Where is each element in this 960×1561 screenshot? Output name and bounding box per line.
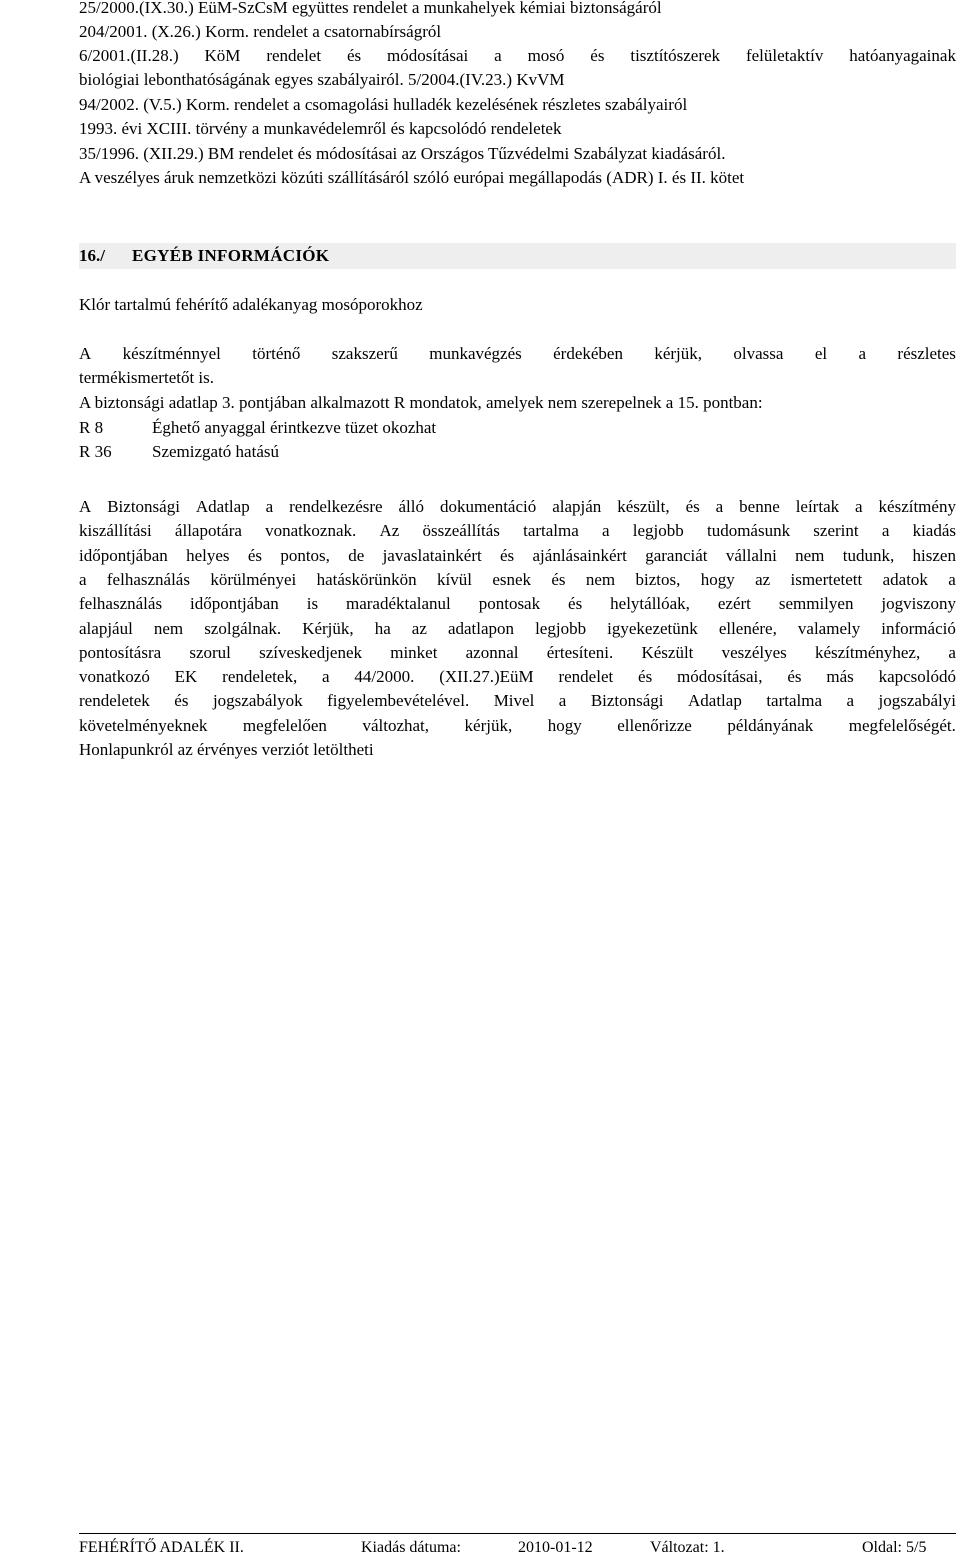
word: összeállítás — [422, 521, 500, 541]
word: az — [411, 618, 427, 638]
word: Biztonsági — [107, 497, 180, 516]
word: a — [322, 667, 330, 687]
word: vonatkozó — [79, 667, 150, 687]
word: ajánlásainkért — [532, 545, 627, 565]
footer-page-number: Oldal: 5/5 — [862, 1539, 927, 1556]
word: tisztítószerek — [630, 46, 721, 65]
word: ellenére, — [718, 618, 777, 638]
word: rendeletek — [79, 691, 150, 711]
word: A — [79, 344, 92, 363]
word: körülményei — [210, 569, 297, 589]
word: tudunk, — [842, 545, 895, 565]
word: hogy — [700, 569, 735, 589]
word: pontos, — [280, 545, 330, 565]
disclaimer-line — [79, 592, 956, 616]
word: szíveskedjenek — [259, 642, 363, 662]
word: olvassa — [733, 344, 784, 363]
word: Kérjük, — [302, 618, 354, 638]
legislation-line-4: biológiai lebonthatóságának egyes szabályairól. 5/2004.(IV.23.) KvVM — [79, 70, 565, 89]
word: tartalma — [523, 521, 579, 541]
word: vállalni — [725, 545, 777, 565]
word: 44/2000. — [354, 667, 415, 687]
word: időpontjában — [190, 594, 279, 614]
word: és — [638, 667, 653, 687]
word: rendelet — [266, 46, 322, 65]
word: megfelelőségét. — [848, 715, 956, 735]
footer-version: Változat: 1. — [650, 1539, 725, 1556]
word: Biztonsági — [590, 691, 664, 711]
word: benne — [739, 497, 780, 516]
word: Adatlap — [195, 497, 250, 516]
legislation-line-8: A veszélyes áruk nemzetközi közúti szállításáról szóló európai megállapodás (ADR) I. és II. kötet — [79, 168, 745, 187]
disclaimer-last-line: Honlapunkról az érvényes verziót letöltheti — [79, 740, 374, 759]
word: helytállóak, — [610, 594, 690, 614]
word: ha — [374, 618, 391, 638]
paragraph-1-line-2: termékismertetőt is. — [79, 368, 215, 387]
word: és — [174, 691, 189, 711]
word: szolgálnak. — [204, 618, 282, 638]
word: történő — [252, 344, 301, 363]
word: megfelelően — [242, 715, 327, 735]
r-phrase-code: R 8 — [79, 418, 104, 437]
word: legjobb — [632, 521, 684, 541]
word: felhasználás — [79, 594, 163, 614]
word: készült, — [617, 497, 670, 516]
word: legjobb — [535, 618, 587, 638]
word: hatóanyagainak — [849, 46, 956, 65]
section-title: EGYÉB INFORMÁCIÓK — [132, 246, 330, 265]
word: a — [948, 569, 956, 589]
word: készítménnyel — [122, 344, 221, 363]
word: és — [590, 46, 605, 65]
r-phrases-intro: A biztonsági adatlap 3. pontjában alkalmazott R mondatok, amelyek nem szerepelnek a 15. pontban: — [79, 393, 763, 412]
disclaimer-line — [79, 495, 956, 519]
disclaimer-line — [79, 568, 956, 592]
word: és — [247, 545, 262, 565]
word: biztos, — [635, 569, 681, 589]
word: a — [715, 497, 724, 516]
word: javaslatainkért — [382, 545, 482, 565]
word: helyes — [186, 545, 230, 565]
word: felhasználás — [106, 569, 190, 589]
word: EK — [174, 667, 198, 687]
word: kérjük, — [654, 344, 703, 363]
word: álló — [398, 497, 424, 516]
word: kiszállítási — [79, 521, 152, 541]
word: információ — [881, 618, 956, 638]
word: szerint — [813, 521, 859, 541]
word: is — [306, 594, 319, 614]
word: veszélyes — [721, 642, 787, 662]
word: módosításai, — [677, 667, 763, 687]
word: követelményeknek — [79, 715, 208, 735]
word: nem — [153, 618, 184, 638]
word: és — [500, 545, 515, 565]
word: semmilyen — [778, 594, 854, 614]
word: hogy — [547, 715, 582, 735]
word: 6/2001.(II.28.) — [79, 46, 179, 65]
word: érdekében — [553, 344, 623, 363]
word: nem — [585, 569, 616, 589]
paragraph-1-line-1 — [79, 342, 956, 366]
word: el — [814, 344, 828, 363]
word: pontosak — [478, 594, 541, 614]
word: az — [755, 569, 771, 589]
word: a — [265, 497, 274, 516]
word: dokumentáció — [439, 497, 537, 516]
disclaimer-line — [79, 641, 956, 665]
word: a — [558, 691, 567, 711]
word: ellenőrizze — [617, 715, 692, 735]
word: tartalma — [766, 691, 823, 711]
word: időpontjában — [79, 545, 168, 565]
word: jogszabályi — [878, 691, 956, 711]
word: pontosításra — [79, 642, 162, 662]
disclaimer-line — [79, 617, 956, 641]
word: és — [551, 569, 566, 589]
word: valamely — [797, 618, 861, 638]
word: és — [787, 667, 802, 687]
legislation-line-5: 94/2002. (V.5.) Korm. rendelet a csomagolási hulladék kezelésének részletes szabályairól — [79, 95, 688, 114]
legislation-line-2: 204/2001. (X.26.) Korm. rendelet a csatornabírságról — [79, 22, 442, 41]
word: maradéktalanul — [346, 594, 451, 614]
word: és — [568, 594, 583, 614]
word: mosó — [527, 46, 565, 65]
word: tudomásunk — [706, 521, 791, 541]
word: kiadás — [912, 521, 956, 541]
word: jogszabályok — [212, 691, 303, 711]
word: kérjük, — [464, 715, 513, 735]
word: kapcsolódó — [878, 667, 956, 687]
legislation-line-6: 1993. évi XCIII. törvény a munkavédelemről és kapcsolódó rendeletek — [79, 119, 562, 138]
word: szakszerű — [331, 344, 398, 363]
word: a — [602, 521, 610, 541]
word: alapján — [552, 497, 602, 516]
word: és — [685, 497, 700, 516]
word: de — [348, 545, 365, 565]
word: más — [826, 667, 854, 687]
r-phrase-text: Szemizgató hatású — [152, 442, 279, 461]
word: jogviszony — [881, 594, 956, 614]
word: adatlapon — [447, 618, 515, 638]
disclaimer-line — [79, 714, 956, 738]
disclaimer-line — [79, 544, 956, 568]
word: változhat, — [362, 715, 430, 735]
word: ezért — [717, 594, 751, 614]
word: munkavégzés — [429, 344, 522, 363]
word: a — [855, 497, 863, 516]
word: részletes — [897, 344, 956, 363]
legislation-line-1: 25/2000.(IX.30.) EüM-SzCsM együttes rendelet a munkahelyek kémiai biztonságáról — [79, 0, 662, 17]
word: nem — [795, 545, 825, 565]
legislation-line-7: 35/1996. (XII.29.) BM rendelet és módosításai az Országos Tűzvédelmi Szabályzat kiadásáról. — [79, 144, 726, 163]
section-number: 16./ — [79, 246, 105, 265]
word: állapotára — [174, 521, 242, 541]
word: rendelet — [558, 667, 614, 687]
word: kívül — [437, 569, 472, 589]
disclaimer-line — [79, 519, 956, 543]
word: KöM — [204, 46, 241, 65]
word: készítményhez, — [814, 642, 921, 662]
word: vonatkoznak. — [265, 521, 357, 541]
word: példányának — [727, 715, 814, 735]
r-phrase-text: Éghető anyaggal érintkezve tüzet okozhat — [152, 418, 437, 437]
disclaimer-line — [79, 665, 956, 689]
word: Készült — [641, 642, 694, 662]
footer-product-name: FEHÉRÍTŐ ADALÉK II. — [79, 1539, 244, 1556]
word: értesíteni. — [546, 642, 614, 662]
word: a — [494, 46, 502, 65]
word: leírtak — [795, 497, 840, 516]
word: garanciát — [645, 545, 708, 565]
word: minket — [390, 642, 438, 662]
word: a — [858, 344, 867, 363]
footer-rule — [79, 1533, 956, 1534]
word: rendelkezésre — [289, 497, 383, 516]
word: esnek — [492, 569, 532, 589]
footer-issue-date: 2010-01-12 — [518, 1539, 593, 1556]
word: a — [79, 569, 87, 589]
word: Mivel — [493, 691, 535, 711]
footer-issue-label: Kiadás dátuma: — [361, 1539, 461, 1556]
product-description: Klór tartalmú fehérítő adalékanyag mosóporokhoz — [79, 295, 423, 314]
word: ismertetett — [790, 569, 863, 589]
word: Az — [379, 521, 400, 541]
word: igyekezetünk — [607, 618, 698, 638]
word: figyelembevételével. — [327, 691, 470, 711]
word: a — [948, 642, 956, 662]
word: Adatlap — [688, 691, 742, 711]
word: alapjául — [79, 618, 133, 638]
word: módosításai — [387, 46, 469, 65]
word: hatáskörünkön — [316, 569, 417, 589]
word: (XII.27.)EüM — [439, 667, 534, 687]
word: rendeletek, — [222, 667, 298, 687]
word: a — [846, 691, 855, 711]
word: készítmény — [878, 497, 956, 516]
word: hiszen — [912, 545, 956, 565]
word: felületaktív — [745, 46, 824, 65]
word: adatok — [882, 569, 928, 589]
word: és — [346, 46, 362, 65]
r-phrase-code: R 36 — [79, 442, 112, 461]
disclaimer-line — [79, 689, 956, 713]
word: a — [881, 521, 890, 541]
word: azonnal — [465, 642, 519, 662]
word: A — [79, 497, 92, 516]
word: szorul — [189, 642, 231, 662]
legislation-line-3 — [79, 44, 956, 68]
